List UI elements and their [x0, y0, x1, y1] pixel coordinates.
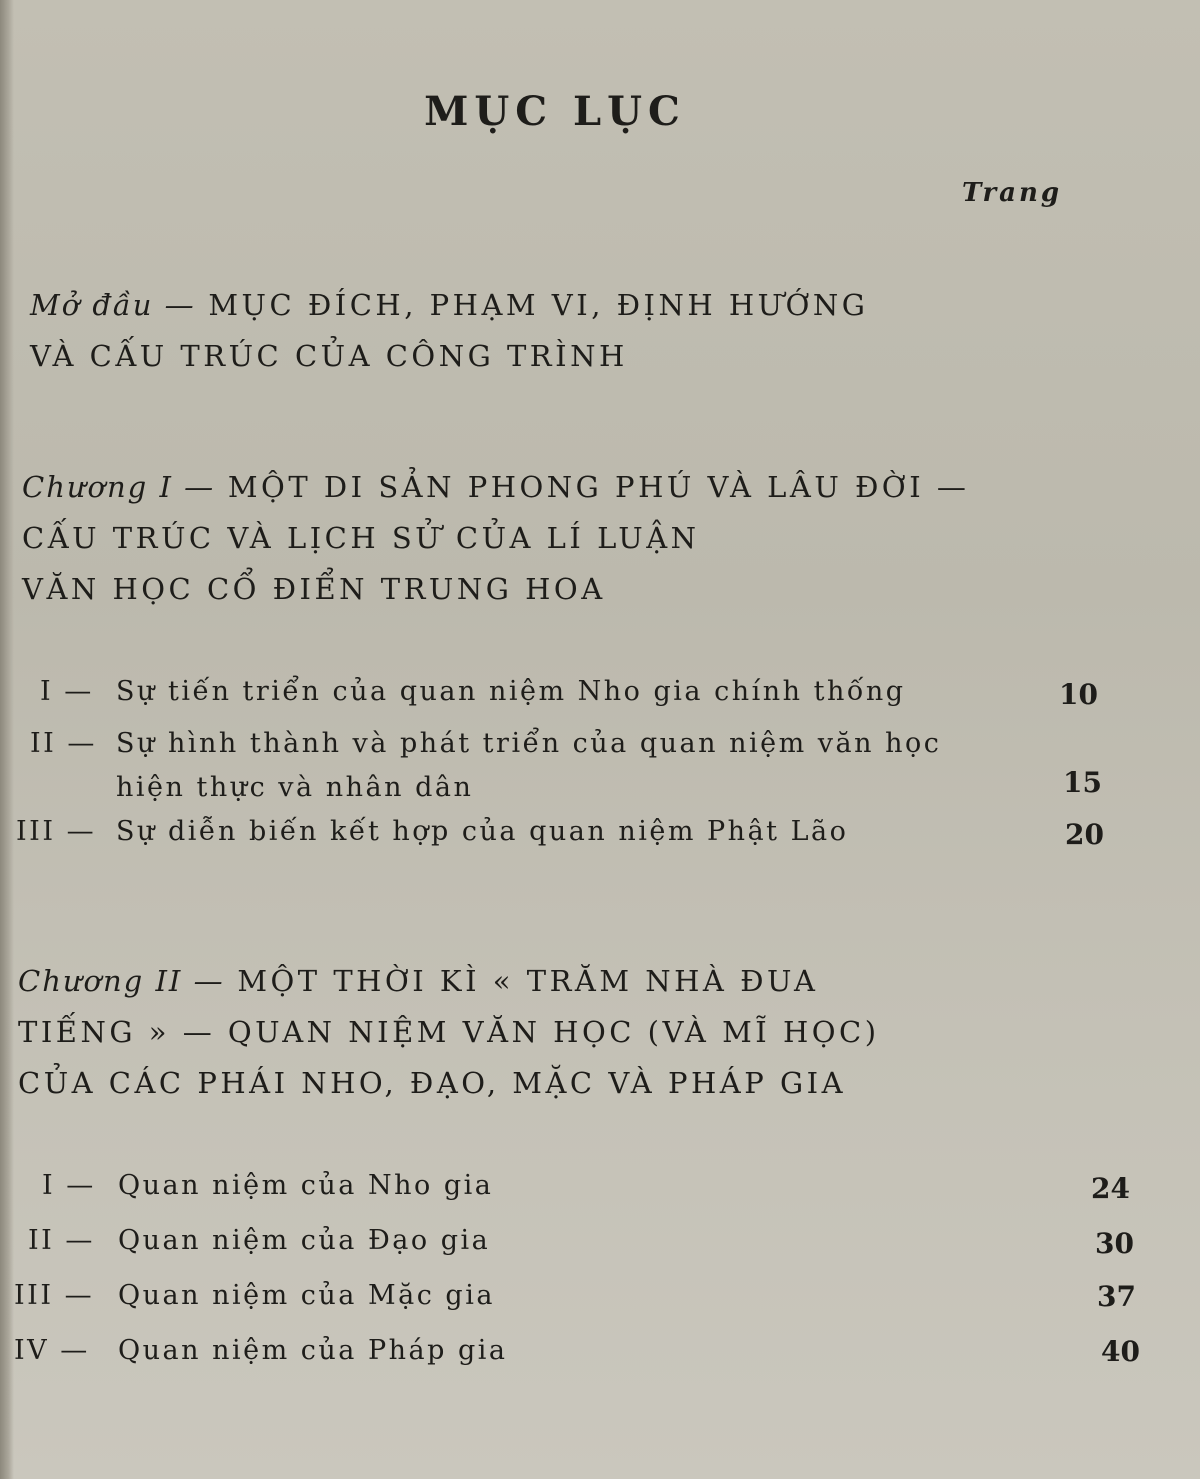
toc-entry-page: 37	[1097, 1280, 1136, 1313]
chapter-2-title-line-2: TIẾNG » — QUAN NIỆM VĂN HỌC (VÀ MĨ HỌC)	[18, 1015, 880, 1049]
toc-entry-number: III —	[14, 1280, 95, 1311]
chapter-2-prefix: Chương II —	[18, 964, 225, 998]
chapter-1-title-line-1: MỘT DI SẢN PHONG PHÚ VÀ LÂU ĐỜI —	[227, 470, 970, 504]
toc-entry-page: 10	[1059, 678, 1098, 711]
toc-entry-page: 24	[1091, 1172, 1130, 1205]
toc-entry	[42, 1170, 493, 1201]
toc-entry-text: Quan niệm của Mặc gia	[118, 1280, 495, 1311]
toc-entry-text: Sự hình thành và phát triển của quan niệm văn học	[116, 728, 942, 759]
chapter-2-heading-line-1	[18, 956, 880, 1007]
toc-entry-text: Sự tiến triển của quan niệm Nho gia chính thống	[116, 676, 906, 707]
toc-entry-number: I —	[40, 676, 94, 707]
toc-entry-page: 15	[1063, 766, 1102, 799]
chapter-1-prefix: Chương I —	[22, 470, 216, 504]
page-column-label: Trang	[962, 178, 1063, 208]
toc-entry-text: Quan niệm của Đạo gia	[118, 1225, 491, 1256]
toc-entry-number: II —	[28, 1225, 95, 1256]
intro-prefix: Mở đầu —	[30, 288, 196, 322]
page-edge-shadow	[0, 0, 14, 1479]
toc-entry	[14, 1280, 495, 1311]
chapter-1-title-line-3: VĂN HỌC CỔ ĐIỂN TRUNG HOA	[22, 572, 606, 606]
toc-entry-number: I —	[42, 1170, 96, 1201]
intro-title-line-2: VÀ CẤU TRÚC CỦA CÔNG TRÌNH	[30, 339, 628, 373]
toc-entry-continuation	[116, 772, 473, 803]
toc-entry	[14, 1335, 508, 1366]
toc-entry-text-continued: hiện thực và nhân dân	[116, 772, 474, 803]
toc-entry-page: 20	[1065, 818, 1104, 851]
toc-entry-number: II —	[30, 728, 97, 759]
chapter-1-heading	[22, 462, 969, 615]
toc-entry-page: 30	[1095, 1227, 1134, 1260]
chapter-2-heading	[18, 956, 880, 1109]
toc-entry-page: 40	[1101, 1335, 1140, 1368]
toc-entry	[30, 728, 941, 759]
chapter-1-title-line-2: CẤU TRÚC VÀ LỊCH SỬ CỦA LÍ LUẬN	[22, 521, 700, 555]
intro-heading	[30, 280, 868, 382]
toc-entry	[40, 676, 906, 707]
intro-heading-line-1	[30, 280, 868, 331]
toc-entry-number: III —	[16, 816, 97, 847]
toc-entry-number: IV —	[14, 1335, 90, 1366]
toc-entry-text: Quan niệm của Nho gia	[118, 1170, 494, 1201]
toc-entry	[28, 1225, 490, 1256]
page-title: MỤC LỤC	[424, 88, 686, 135]
chapter-2-title-line-1: MỘT THỜI KÌ « TRĂM NHÀ ĐUA	[237, 964, 819, 998]
chapter-2-title-line-3: CỦA CÁC PHÁI NHO, ĐẠO, MẶC VÀ PHÁP GIA	[18, 1066, 847, 1100]
chapter-1-heading-line-1	[22, 462, 969, 513]
toc-entry-text: Sự diễn biến kết hợp của quan niệm Phật Lão	[116, 816, 849, 847]
toc-entry-text: Quan niệm của Pháp gia	[118, 1335, 508, 1366]
toc-entry	[16, 816, 848, 847]
intro-title-line-1: MỤC ĐÍCH, PHẠM VI, ĐỊNH HƯỚNG	[208, 288, 869, 322]
